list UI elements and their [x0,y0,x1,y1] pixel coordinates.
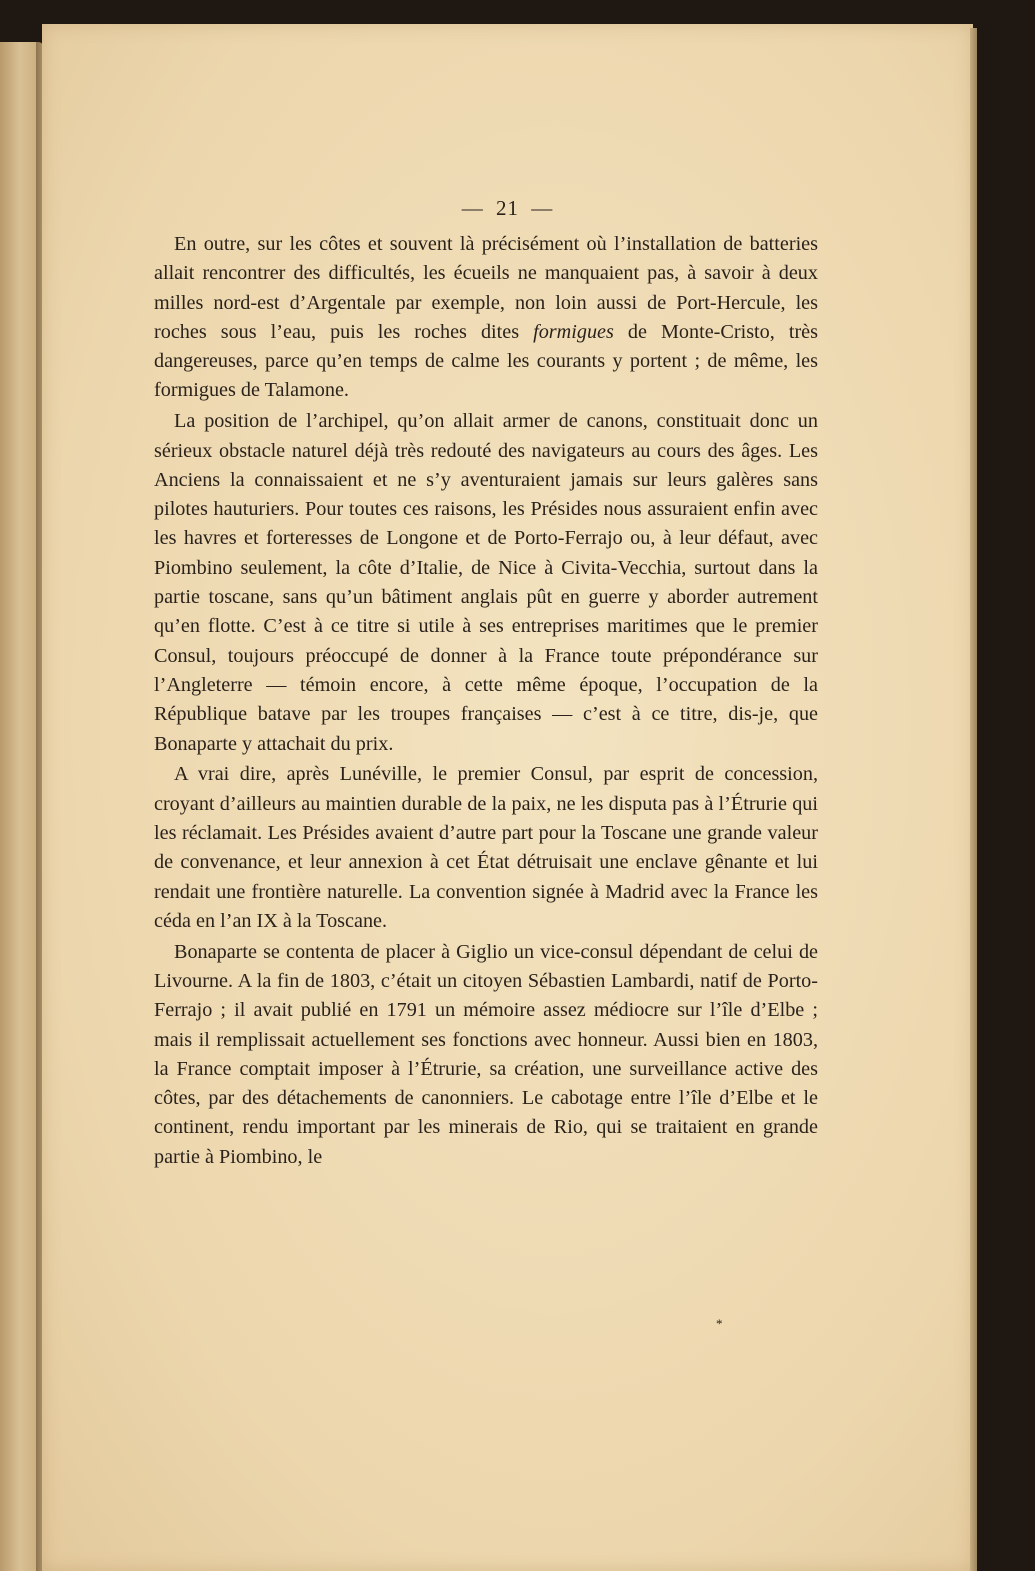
italic-term: formigues [533,320,614,343]
body-text [154,230,818,1174]
book-page [42,24,973,1571]
signature-mark: * [716,1316,723,1331]
paragraph-1-start: En outre, sur les côtes et souvent là précisément où l’installation de batteries allait rencontrer des difficultés, les écueils ne manquaient pas, à savoir à deux milles nord-est d’Argentale par exemple, non loin aussi de Port-Hercule, les roches sous l’eau, puis les roches dites [154,233,818,343]
paragraph-2: La position de l’archipel, qu’on allait armer de canons, constituait donc un sérieux obstacle naturel déjà très redouté des navigateurs au cours des âges. Les Anciens la connaissaient et ne s’y aventuraient jamais sur leurs galères sans pilotes hauturiers. Pour toutes ces raisons, les Présides nous assuraient enfin avec les havres et forteresses de Longone et de Porto-Ferrajo ou, à leur défaut, avec Piombino seulement, la côte d’Italie, de Nice à Civita-Vecchia, surtout dans la partie toscane, sans qu’un bâtiment anglais pût en guerre y aborder autrement qu’en flotte. C’est à ce titre si utile à ses entreprises maritimes que le premier Consul, toujours préoccupé de donner à la France toute prépondérance sur l’Angleterre — témoin encore, à cette même époque, l’occupation de la République batave par les troupes françaises — c’est à ce titre, dis-je, que Bonaparte y attachait du prix. [154,410,818,755]
page-fore-edge [970,28,977,1571]
page-number: — 21 — [461,196,554,220]
paragraph-1 [154,230,818,406]
paragraph-3: A vrai dire, après Lunéville, le premier Consul, par esprit de concession, croyant d’ailleurs au maintien durable de la paix, ne les disputa pas à l’Étrurie qui les réclamait. Les Présides avaient d’autre part pour la Toscane une grande valeur de convenance, et leur annexion à cet État détruisait une enclave gênante et lui rendait une frontière naturelle. La convention signée à Madrid avec la France les céda en l’an IX à la Toscane. [154,763,818,932]
paragraph-1-end: de Monte-Cristo, très dangereuses, parce qu’en temps de calme les courants y portent ; de même, les formigues de Talamone. [154,320,818,402]
paragraph-4: Bonaparte se contenta de placer à Giglio un vice-consul dépendant de celui de Livourne. A la fin de 1803, c’était un citoyen Sébastien Lambardi, natif de Porto-Ferrajo ; il avait publié en 1791 un mémoire assez médiocre sur l’île d’Elbe ; mais il remplissait actuellement ses fonctions avec honneur. Aussi bien en 1803, la France comptait imposer à l’Étrurie, sa création, une surveillance active des côtes, par des détachements de canonniers. Le cabotage entre l’île d’Elbe et le continent, rendu important par les minerais de Rio, qui se traitaient en grande partie à Piombino, le [154,940,818,1168]
